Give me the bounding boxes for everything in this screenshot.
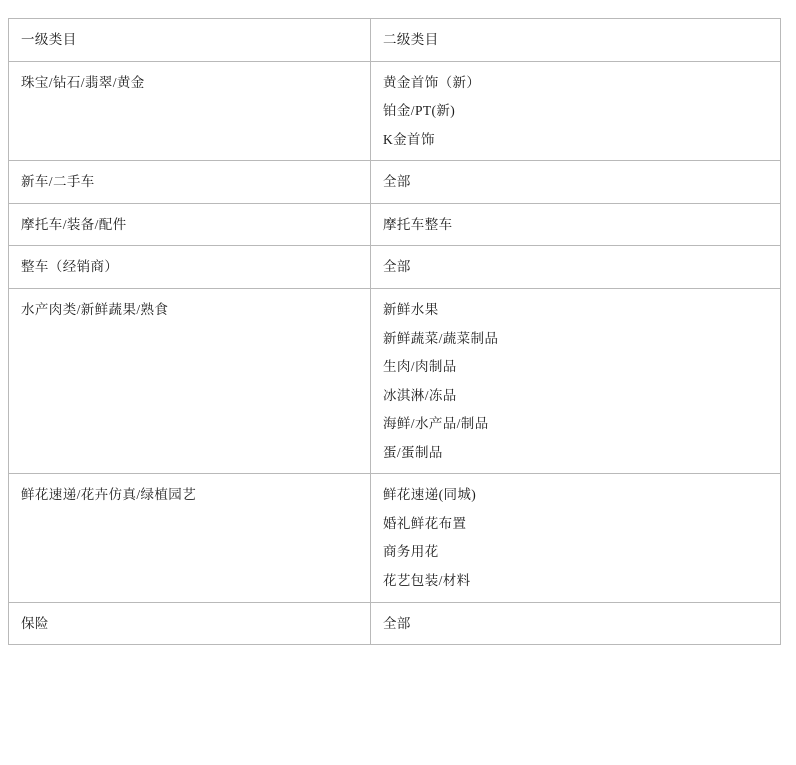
secondary-category-item: 新鲜水果 [383,301,439,317]
primary-category-cell [9,246,371,289]
primary-category-item: 水产肉类/新鲜蔬果/熟食 [21,301,169,317]
primary-category-cell [9,602,371,645]
secondary-category-list [383,172,768,192]
primary-category-list [21,172,358,192]
secondary-category-item: 蛋/蛋制品 [383,444,443,460]
category-table [8,18,781,645]
table-header-primary-label: 一级类目 [21,32,77,47]
secondary-category-cell [371,246,781,289]
secondary-category-cell [371,288,781,473]
secondary-category-cell [371,474,781,602]
secondary-category-item: 全部 [383,259,411,275]
secondary-category-cell [371,602,781,645]
secondary-category-item: 新鲜蔬菜/蔬菜制品 [383,330,499,346]
secondary-category-cell [371,203,781,246]
secondary-category-item: 摩托车整车 [383,216,453,232]
secondary-category-list [383,73,768,150]
table-header-row [9,19,781,62]
primary-category-item: 保险 [21,615,49,631]
secondary-category-cell [371,61,781,161]
secondary-category-item: 鲜花速递(同城) [383,487,477,503]
primary-category-item: 鲜花速递/花卉仿真/绿植园艺 [21,487,197,503]
secondary-category-list [383,257,768,277]
secondary-category-item: 花艺包装/材料 [383,573,471,588]
secondary-category-list [383,485,768,590]
secondary-category-item: 海鲜/水产品/制品 [383,416,489,432]
table-row [9,474,781,602]
table-header-secondary-label: 二级类目 [383,32,439,47]
primary-category-list [21,300,358,320]
primary-category-list [21,257,358,277]
primary-category-cell [9,203,371,246]
secondary-category-item: 全部 [383,615,411,631]
primary-category-item: 整车（经销商） [21,259,119,275]
primary-category-item: 珠宝/钻石/翡翠/黄金 [21,74,145,90]
table-header-secondary [371,19,781,62]
primary-category-cell [9,474,371,602]
secondary-category-item: 全部 [383,174,411,190]
primary-category-item: 新车/二手车 [21,174,95,190]
table-row [9,288,781,473]
primary-category-list [21,215,358,235]
secondary-category-list [383,614,768,634]
category-table-container [8,18,780,645]
secondary-category-list [383,300,768,462]
primary-category-cell [9,161,371,204]
primary-category-list [21,485,358,505]
secondary-category-item: 冰淇淋/冻品 [383,387,457,403]
table-header-primary [9,19,371,62]
secondary-category-cell [371,161,781,204]
secondary-category-item: 铂金/PT(新) [383,103,456,119]
secondary-category-item: 婚礼鲜花布置 [383,515,467,531]
primary-category-item: 摩托车/装备/配件 [21,216,127,232]
table-row [9,61,781,161]
table-row [9,246,781,289]
primary-category-list [21,73,358,93]
secondary-category-item: K金首饰 [383,131,435,147]
primary-category-cell [9,288,371,473]
secondary-category-item: 商务用花 [383,544,439,560]
table-row [9,602,781,645]
primary-category-cell [9,61,371,161]
secondary-category-list [383,215,768,235]
secondary-category-item: 生肉/肉制品 [383,359,457,375]
table-row [9,161,781,204]
primary-category-list [21,614,358,634]
table-row [9,203,781,246]
secondary-category-item: 黄金首饰（新） [383,74,481,90]
